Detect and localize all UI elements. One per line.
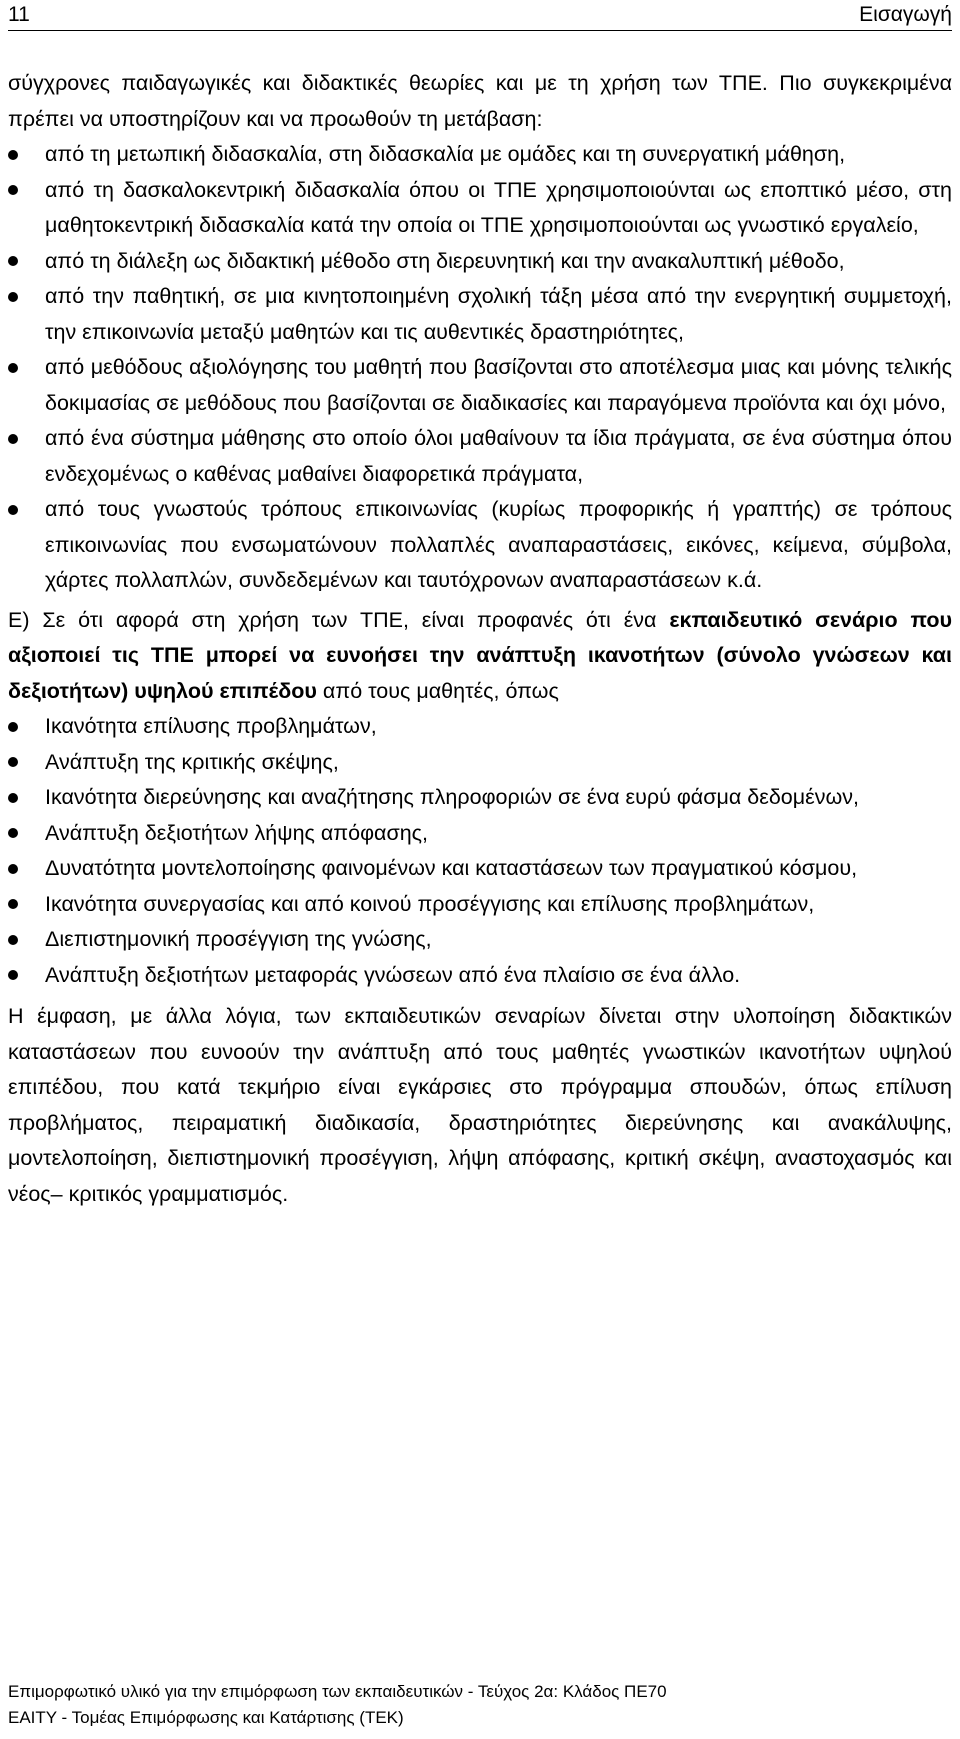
bullet-icon [8,150,18,160]
section-e-lead: Ε) Σε ότι αφορά στη χρήση των ΤΠΕ, είναι προφανές ότι ένα [8,607,670,632]
page-number: 11 [8,3,30,26]
list-item [8,851,952,887]
closing-paragraph: Η έμφαση, με άλλα λόγια, των εκπαιδευτικών σεναρίων δίνεται στην υλοποίηση διδακτικών καταστάσεων που ευνοούν την ανάπτυξη από τους μαθητές γνωστικών ικανοτήτων υψηλού επιπέδου, που κατά τεκμήριο είναι εγκάρσιες στο πρόγραμμα σπουδών, όπως επίλυση προβλήματος, πειραματική διαδικασία, δραστηριότητες διερεύνησης και ανακάλυψης, μοντελοποίηση, διεπιστημονική προσέγγιση, λήψη απόφασης, κριτική σκέψη, αναστοχασμός και νέος– κριτικός γραμματισμός. [8,1004,952,1206]
list-item [8,350,952,421]
bullet-icon [8,434,18,444]
list-item [8,421,952,492]
bullet-icon [8,256,18,266]
list-item-text: Ανάπτυξη δεξιοτήτων λήψης απόφασης, [45,820,429,845]
bullet-icon [8,505,18,515]
bullet-icon [8,363,18,373]
bullet-icon [8,864,18,874]
transition-list [8,137,952,599]
list-item [8,709,952,745]
section-e-paragraph [8,603,952,710]
list-item [8,137,952,173]
intro-paragraph: σύγχρονες παιδαγωγικές και διδακτικές θεωρίες και με τη χρήση των ΤΠΕ. Πιο συγκεκριμένα πρέπει να υποστηρίζουν και να προωθούν τη μετάβαση: [8,71,952,131]
list-item-text: Ικανότητα επίλυσης προβλημάτων, [45,714,377,738]
list-item [8,279,952,350]
list-item-text: από ένα σύστημα μάθησης στο οποίο όλοι μαθαίνουν τα ίδια πράγματα, σε ένα σύστημα όπου ενδεχομένως ο καθένας μαθαίνει διαφορετικά πράγματα, [45,426,952,486]
bullet-icon [8,828,18,838]
footer-line-1: Επιμορφωτικό υλικό για την επιμόρφωση των εκπαιδευτικών - Τεύχος 2α: Κλάδος ΠΕ70 [8,1682,667,1701]
page-footer [8,1679,667,1731]
page-header [8,0,952,31]
bullet-icon [8,185,18,195]
bullet-icon [8,970,18,980]
list-item [8,745,952,781]
list-item-text: Διεπιστημονική προσέγγιση της γνώσης, [45,927,432,951]
chapter-title: Εισαγωγή [859,3,952,26]
bullet-icon [8,292,18,302]
section-e-emphasis: εκπαιδευτικό σενάριο που αξιοποιεί τις ΤΠΕ μπορεί να ευνοήσει την ανάπτυξη ικανοτήτων (σύνολο γνώσεων και δεξιοτήτων) υψηλού επιπέδου [8,607,952,703]
list-item-text: Ανάπτυξη της κριτικής σκέψης, [45,749,339,774]
list-item [8,887,952,923]
section-e-tail: από τους μαθητές, όπως [316,678,559,703]
page-body [8,66,952,1212]
list-item-text: από την παθητική, σε μια κινητοποιημένη σχολική τάξη μέσα από την ενεργητική συμμετοχή, την επικοινωνία μεταξύ μαθητών και τις αυθεντικές δραστηριότητες, [45,284,952,344]
list-item [8,922,952,958]
list-item [8,173,952,244]
list-item [8,492,952,599]
list-item-text: από τη διάλεξη ως διδακτική μέθοδο στη διερευνητική και την ανακαλυπτική μέθοδο, [45,248,845,273]
list-item-text: από μεθόδους αξιολόγησης του μαθητή που βασίζονται στο αποτέλεσμα μιας και μόνης τελικής δοκιμασίας σε μεθόδους που βασίζονται σε διαδικασίες και παραγόμενα προϊόντα και όχι μόνο, [45,355,952,415]
bullet-icon [8,899,18,909]
list-item-text: Ικανότητα συνεργασίας και από κοινού προσέγγισης και επίλυσης προβλημάτων, [45,891,815,916]
list-item-text: από τη μετωπική διδασκαλία, στη διδασκαλία με ομάδες και τη συνεργατική μάθηση, [45,142,846,166]
footer-line-2: ΕΑΙΤΥ - Τομέας Επιμόρφωσης και Κατάρτισης (ΤΕΚ) [8,1708,404,1727]
bullet-icon [8,757,18,767]
list-item [8,780,952,816]
bullet-icon [8,935,18,945]
bullet-icon [8,793,18,803]
list-item-text: Δυνατότητα μοντελοποίησης φαινομένων και καταστάσεων των πραγματικού κόσμου, [45,856,858,880]
list-item [8,816,952,852]
list-item-text: από τους γνωστούς τρόπους επικοινωνίας (κυρίως προφορικής ή γραπτής) σε τρόπους επικοινωνίας που ενσωματώνουν πολλαπλές αναπαραστάσεις, εικόνες, κείμενα, σύμβολα, χάρτες πολλαπλών, συνδεδεμένων και ταυτόχρονων αναπαραστάσεων κ.ά. [45,497,952,592]
bullet-icon [8,722,18,732]
list-item-text: Ικανότητα διερεύνησης και αναζήτησης πληροφοριών σε ένα ευρύ φάσμα δεδομένων, [45,785,859,809]
list-item-text: από τη δασκαλοκεντρική διδασκαλία όπου οι ΤΠΕ χρησιμοποιούνται ως εποπτικό μέσο, στη μαθητοκεντρική διδασκαλία κατά την οποία οι ΤΠΕ χρησιμοποιούνται ως γνωστικό εργαλείο, [45,177,952,237]
list-item [8,244,952,280]
skills-list [8,709,952,993]
list-item [8,958,952,994]
list-item-text: Ανάπτυξη δεξιοτήτων μεταφοράς γνώσεων από ένα πλαίσιο σε ένα άλλο. [45,962,741,987]
